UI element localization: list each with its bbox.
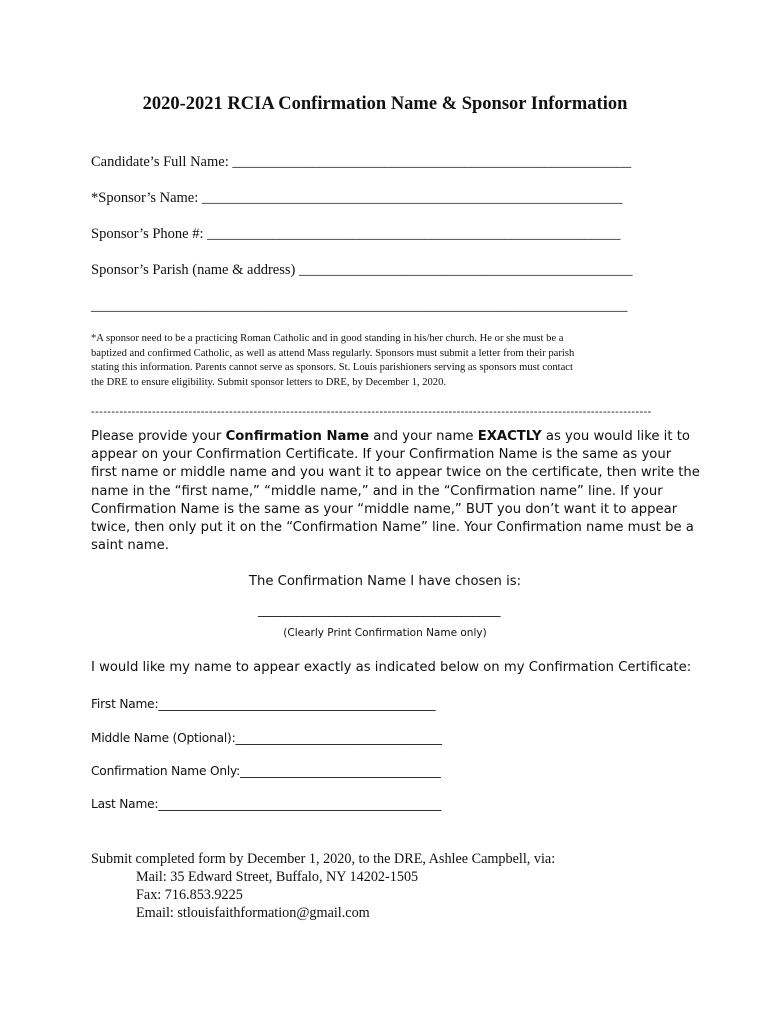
note-line: *A sponsor need to be a practicing Roman Catholic and in good standing in his/her church. He or she must be a <box>91 333 564 344</box>
instructions-line: Confirmation Name is the same as your “middle name,” BUT you don’t want it to appear <box>91 501 678 517</box>
certificate-name-heading: I would like my name to appear exactly as indicated below on my Confirmation Certificate: <box>91 660 692 675</box>
note-line: the DRE to ensure eligibility. Submit sponsor letters to DRE, by December 1, 2020. <box>91 376 447 388</box>
mail-address: Mail: 35 Edward Street, Buffalo, NY 14202-1505 <box>136 869 419 885</box>
exactly-emphasis: EXACTLY <box>477 429 542 444</box>
sponsor-phone-field[interactable]: Sponsor’s Phone #: _________________________________________________________ <box>91 226 621 242</box>
last-name-field[interactable]: Last Name:________________________________________________ <box>91 797 442 811</box>
instructions-line: saint name. <box>91 538 169 554</box>
sponsor-requirements-note <box>91 332 671 390</box>
note-line: baptized and confirmed Catholic, as well as attend Mass regularly. Sponsors must submit a letter from their parish <box>91 347 575 359</box>
confirmation-name-only-field[interactable]: Confirmation Name Only:__________________________________ <box>91 764 441 778</box>
instructions-line: name in the “first name,” “middle name,” and in the “Confirmation name” line. If your <box>91 483 663 499</box>
chosen-name-field[interactable]: ____________________________________________ <box>258 603 500 617</box>
first-name-field[interactable]: First Name:_______________________________________________ <box>91 697 436 711</box>
sponsor-name-field[interactable]: *Sponsor’s Name: __________________________________________________________ <box>91 190 623 206</box>
email-address: Email: stlouisfaithformation@gmail.com <box>136 905 370 921</box>
candidate-name-field[interactable]: Candidate’s Full Name: _______________________________________________________ <box>91 154 632 170</box>
chosen-name-hint: (Clearly Print Confirmation Name only) <box>283 627 487 639</box>
confirmation-name-emphasis: Confirmation Name <box>225 429 370 444</box>
submission-info <box>91 850 555 922</box>
instructions-paragraph <box>91 428 700 555</box>
chosen-name-label: The Confirmation Name I have chosen is: <box>248 574 522 589</box>
instructions-line: first name or middle name and you want it to appear twice on the certificate, then write the <box>91 465 700 481</box>
fax-number: Fax: 716.853.9225 <box>136 887 243 903</box>
instructions-line: appear on your Confirmation Certificate. If your Confirmation Name is the same as your <box>91 447 672 463</box>
instructions-line: twice, then only put it on the “Confirmation Name” line. Your Confirmation name must be a <box>91 520 694 536</box>
submit-intro: Submit completed form by December 1, 2020, to the DRE, Ashlee Campbell, via: <box>91 851 556 867</box>
page-title: 2020-2021 RCIA Confirmation Name & Sponsor Information <box>142 94 628 114</box>
middle-name-field[interactable]: Middle Name (Optional):___________________________________ <box>91 731 442 745</box>
note-line: stating this information. Parents cannot serve as sponsors. St. Louis parishioners serving as sponsors must contact <box>91 362 573 374</box>
instructions-line: Please provide your Confirmation Name and your name EXACTLY as you would like it to <box>91 429 690 444</box>
sponsor-parish-line-2[interactable]: __________________________________________________________________________ <box>91 298 628 314</box>
sponsor-parish-field[interactable]: Sponsor’s Parish (name & address) ______________________________________________ <box>91 262 633 278</box>
section-divider: ------------------------------------------------------------------------------------------------------------------------------------------ <box>91 406 652 418</box>
